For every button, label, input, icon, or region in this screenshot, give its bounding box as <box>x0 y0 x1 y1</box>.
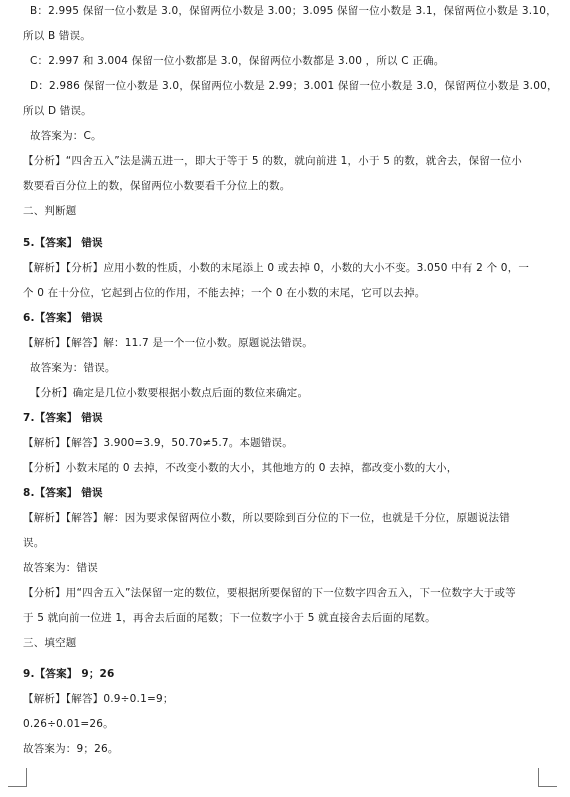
crop-mark-left <box>8 768 27 787</box>
text-line: 【分析】小数末尾的 0 去掉，不改变小数的大小，其他地方的 0 去掉，都改变小数的大小， <box>23 462 458 474</box>
text-line: 【分析】“四舍五入”法是满五进一，即大于等于 5 的数，就向前进 1，小于 5 的数，就舍去，保留一位小 <box>23 155 523 167</box>
text-line: 所以 B 错误。 <box>23 30 91 42</box>
text-line: 【分析】用“四舍五入”法保留一定的数位，要根据所要保留的下一位数字四舍五入，下一位数字大于或等 <box>23 587 516 599</box>
text-line: D：2.986 保留一位小数是 3.0，保留两位小数是 2.99；3.001 保留一位小数是 3.0，保留两位小数是 3.00， <box>30 80 558 92</box>
text-line: 故答案为：错误 <box>23 562 98 574</box>
text-line: 【分析】确定是几位小数要根据小数点后面的数位来确定。 <box>30 387 309 399</box>
text-line: 数要看百分位上的数，保留两位小数要看千分位上的数。 <box>23 180 291 192</box>
text-line: B：2.995 保留一位小数是 3.0，保留两位小数是 3.00；3.095 保留一位小数是 3.1，保留两位小数是 3.10， <box>30 5 557 17</box>
text-line: 所以 D 错误。 <box>23 105 92 117</box>
text-line: 0.26÷0.01=26。 <box>23 718 114 730</box>
section-heading: 三、填空题 <box>23 637 77 649</box>
section-heading: 二、判断题 <box>23 205 77 217</box>
answer-heading: 7.【答案】 错误 <box>23 412 103 424</box>
text-line: 故答案为：9；26。 <box>23 743 119 755</box>
text-line: 【解析】【解答】解：11.7 是一个一位小数。原题说法错误。 <box>23 337 313 349</box>
answer-heading: 9.【答案】 9；26 <box>23 668 115 680</box>
text-line: 【解析】【解答】0.9÷0.1=9； <box>23 693 174 705</box>
text-line: C：2.997 和 3.004 保留一位小数都是 3.0，保留两位小数都是 3.00 ，所以 C 正确。 <box>30 55 445 67</box>
text-line: 故答案为：C。 <box>30 130 102 142</box>
answer-heading: 8.【答案】 错误 <box>23 487 103 499</box>
text-line: 于 5 就向前一位进 1，再舍去后面的尾数；下一位数字小于 5 就直接舍去后面的尾数。 <box>23 612 436 624</box>
answer-heading: 6.【答案】 错误 <box>23 312 103 324</box>
text-line: 【解析】【解答】3.900=3.9，50.70≠5.7。本题错误。 <box>23 437 293 449</box>
answer-heading: 5.【答案】 错误 <box>23 237 103 249</box>
text-line: 故答案为：错误。 <box>30 362 116 374</box>
crop-mark-right <box>538 768 557 787</box>
text-line: 个 0 在十分位，它起到占位的作用，不能去掉；一个 0 在小数的末尾，它可以去掉。 <box>23 287 426 299</box>
text-line: 误。 <box>23 537 45 549</box>
text-line: 【解析】【分析】应用小数的性质，小数的末尾添上 0 或去掉 0，小数的大小不变。3.050 中有 2 个 0，一 <box>23 262 530 274</box>
text-line: 【解析】【解答】解：因为要求保留两位小数，所以要除到百分位的下一位，也就是千分位，原题说法错 <box>23 512 510 524</box>
